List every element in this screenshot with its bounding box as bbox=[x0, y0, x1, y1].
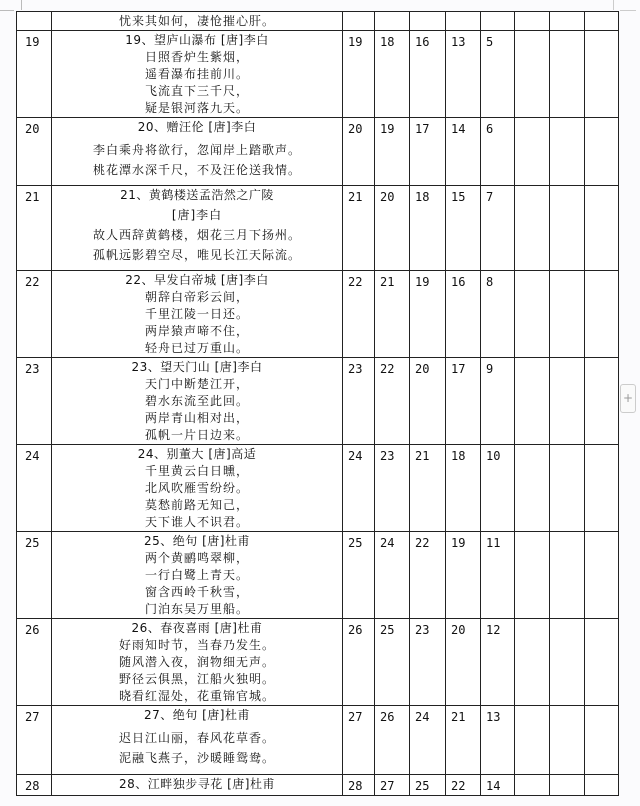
poem-line: 忧来其如何，凄怆摧心肝。 bbox=[118, 14, 275, 28]
schedule-cell: 23 bbox=[343, 358, 375, 445]
row-number: 26 bbox=[17, 619, 52, 706]
table-row bbox=[17, 532, 619, 619]
schedule-cell: 19 bbox=[375, 118, 410, 186]
schedule-cell: 25 bbox=[410, 775, 446, 796]
schedule-cell: 10 bbox=[481, 445, 515, 532]
empty-cell bbox=[585, 532, 619, 619]
poem-cell bbox=[52, 706, 343, 775]
poem-line: 迟日江山丽，春风花草香。 bbox=[118, 731, 275, 745]
empty-cell bbox=[550, 31, 585, 118]
schedule-cell: 24 bbox=[410, 706, 446, 775]
empty-cell bbox=[515, 271, 550, 358]
poem-cell bbox=[52, 775, 343, 796]
empty-cell bbox=[515, 532, 550, 619]
schedule-cell: 23 bbox=[375, 445, 410, 532]
schedule-cell: 25 bbox=[343, 532, 375, 619]
schedule-cell: 22 bbox=[343, 271, 375, 358]
poem-line: 好雨知时节，当春乃发生。 bbox=[118, 638, 275, 652]
empty-cell bbox=[585, 358, 619, 445]
empty-cell bbox=[550, 118, 585, 186]
poem-line: 两个黄鹂鸣翠柳， bbox=[144, 551, 249, 565]
poem-line: 两岸青山相对出， bbox=[144, 411, 249, 425]
schedule-cell: 17 bbox=[446, 358, 481, 445]
schedule-cell: 21 bbox=[343, 186, 375, 271]
table-row bbox=[17, 445, 619, 532]
schedule-cell: 20 bbox=[410, 358, 446, 445]
schedule-cell: 19 bbox=[343, 31, 375, 118]
poem-title: 20、赠汪伦 [唐]李白 bbox=[137, 120, 257, 134]
schedule-cell: 21 bbox=[446, 706, 481, 775]
schedule-cell: 21 bbox=[410, 445, 446, 532]
empty-cell bbox=[550, 619, 585, 706]
table-row bbox=[17, 619, 619, 706]
empty-cell bbox=[550, 358, 585, 445]
poem-line: 孤帆远影碧空尽，唯见长江天际流。 bbox=[92, 248, 301, 262]
poem-line: [唐]李白 bbox=[171, 208, 223, 222]
empty-cell bbox=[585, 31, 619, 118]
poem-title: 25、绝句 [唐]杜甫 bbox=[144, 534, 250, 548]
poem-title: 23、望天门山 [唐]李白 bbox=[131, 360, 263, 374]
poem-line: 轻舟已过万重山。 bbox=[144, 341, 249, 355]
schedule-cell: 8 bbox=[481, 271, 515, 358]
poem-line: 朝辞白帝彩云间， bbox=[144, 290, 249, 304]
row-number: 22 bbox=[17, 271, 52, 358]
empty-cell bbox=[585, 118, 619, 186]
add-row-button[interactable]: + bbox=[620, 384, 636, 413]
poem-line: 天下谁人不识君。 bbox=[144, 515, 249, 529]
empty-cell bbox=[550, 775, 585, 796]
table-row bbox=[17, 271, 619, 358]
poem-line: 窗含西岭千秋雪， bbox=[144, 585, 249, 599]
poem-cell bbox=[52, 445, 343, 532]
empty-cell bbox=[585, 271, 619, 358]
poem-schedule-table bbox=[16, 11, 619, 796]
poem-line: 李白乘舟将欲行，忽闻岸上踏歌声。 bbox=[92, 143, 301, 157]
schedule-cell: 14 bbox=[481, 775, 515, 796]
schedule-cell: 19 bbox=[446, 532, 481, 619]
empty-cell bbox=[550, 271, 585, 358]
poem-title: 27、绝句 [唐]杜甫 bbox=[144, 708, 250, 722]
schedule-cell: 22 bbox=[410, 532, 446, 619]
schedule-cell: 22 bbox=[446, 775, 481, 796]
poem-line: 飞流直下三千尺， bbox=[144, 84, 249, 98]
empty-cell bbox=[515, 31, 550, 118]
empty-cell bbox=[550, 706, 585, 775]
poem-title: 21、黄鹤楼送孟浩然之广陵 bbox=[120, 188, 274, 202]
poem-line: 桃花潭水深千尺，不及汪伦送我情。 bbox=[92, 163, 301, 177]
poem-line: 千里黄云白日曛， bbox=[144, 464, 249, 478]
poem-line: 日照香炉生紫烟， bbox=[144, 50, 249, 64]
empty-cell bbox=[515, 619, 550, 706]
empty-cell bbox=[515, 775, 550, 796]
empty-cell bbox=[515, 706, 550, 775]
empty-cell bbox=[515, 445, 550, 532]
schedule-cell: 22 bbox=[375, 358, 410, 445]
schedule-cell: 17 bbox=[410, 118, 446, 186]
schedule-cell: 5 bbox=[481, 31, 515, 118]
row-number: 25 bbox=[17, 532, 52, 619]
poem-cell bbox=[52, 186, 343, 271]
row-number: 23 bbox=[17, 358, 52, 445]
poem-line: 莫愁前路无知己， bbox=[144, 498, 249, 512]
empty-cell bbox=[585, 619, 619, 706]
row-number: 20 bbox=[17, 118, 52, 186]
schedule-cell: 21 bbox=[375, 271, 410, 358]
poem-cell bbox=[52, 118, 343, 186]
schedule-cell: 14 bbox=[446, 118, 481, 186]
schedule-cell: 25 bbox=[375, 619, 410, 706]
row-number: 24 bbox=[17, 445, 52, 532]
poem-line: 千里江陵一日还。 bbox=[144, 307, 249, 321]
poem-cell bbox=[52, 532, 343, 619]
poem-line: 一行白鹭上青天。 bbox=[144, 568, 249, 582]
empty-cell bbox=[515, 186, 550, 271]
poem-line: 晓看红湿处，花重锦官城。 bbox=[118, 689, 275, 703]
schedule-cell: 20 bbox=[446, 619, 481, 706]
schedule-cell: 20 bbox=[375, 186, 410, 271]
schedule-cell: 27 bbox=[343, 706, 375, 775]
schedule-cell: 27 bbox=[375, 775, 410, 796]
poem-cell bbox=[52, 619, 343, 706]
empty-cell bbox=[550, 186, 585, 271]
schedule-cell: 26 bbox=[343, 619, 375, 706]
schedule-cell: 26 bbox=[375, 706, 410, 775]
poem-title: 24、别董大 [唐]高适 bbox=[137, 447, 257, 461]
schedule-cell: 16 bbox=[410, 31, 446, 118]
table-row bbox=[17, 358, 619, 445]
table-row bbox=[17, 12, 619, 31]
table-row bbox=[17, 31, 619, 118]
poem-cell bbox=[52, 358, 343, 445]
empty-cell bbox=[515, 358, 550, 445]
table-row bbox=[17, 706, 619, 775]
schedule-cell: 18 bbox=[375, 31, 410, 118]
schedule-cell: 20 bbox=[343, 118, 375, 186]
schedule-cell: 12 bbox=[481, 619, 515, 706]
schedule-cell: 23 bbox=[410, 619, 446, 706]
poem-line: 故人西辞黄鹤楼，烟花三月下扬州。 bbox=[92, 228, 301, 242]
schedule-cell: 6 bbox=[481, 118, 515, 186]
poem-line: 门泊东吴万里船。 bbox=[144, 602, 249, 616]
schedule-cell: 18 bbox=[446, 445, 481, 532]
poem-title: 19、望庐山瀑布 [唐]李白 bbox=[125, 33, 269, 47]
schedule-cell: 19 bbox=[410, 271, 446, 358]
schedule-cell: 7 bbox=[481, 186, 515, 271]
poem-line: 北风吹雁雪纷纷。 bbox=[144, 481, 249, 495]
poem-line: 遥看瀑布挂前川。 bbox=[144, 67, 249, 81]
schedule-cell: 24 bbox=[375, 532, 410, 619]
schedule-cell: 11 bbox=[481, 532, 515, 619]
row-number: 27 bbox=[17, 706, 52, 775]
table-row bbox=[17, 186, 619, 271]
poem-line: 随风潜入夜，润物细无声。 bbox=[118, 655, 275, 669]
empty-cell bbox=[585, 445, 619, 532]
empty-cell bbox=[550, 532, 585, 619]
empty-cell bbox=[585, 186, 619, 271]
poem-line: 两岸猿声啼不住， bbox=[144, 324, 249, 338]
poem-line: 疑是银河落九天。 bbox=[144, 101, 249, 115]
table-row bbox=[17, 118, 619, 186]
empty-cell bbox=[515, 118, 550, 186]
poem-cell bbox=[52, 31, 343, 118]
poem-line: 碧水东流至此回。 bbox=[144, 394, 249, 408]
schedule-cell: 9 bbox=[481, 358, 515, 445]
page-corner-mark bbox=[0, 10, 14, 11]
poem-cell bbox=[52, 271, 343, 358]
schedule-cell: 16 bbox=[446, 271, 481, 358]
poem-title: 22、早发白帝城 [唐]李白 bbox=[125, 273, 269, 287]
page-corner-mark bbox=[613, 0, 614, 10]
schedule-cell: 13 bbox=[481, 706, 515, 775]
schedule-cell: 15 bbox=[446, 186, 481, 271]
empty-cell bbox=[550, 445, 585, 532]
poem-line: 天门中断楚江开， bbox=[144, 377, 249, 391]
schedule-cell: 24 bbox=[343, 445, 375, 532]
poem-line: 孤帆一片日边来。 bbox=[144, 428, 249, 442]
schedule-cell: 28 bbox=[343, 775, 375, 796]
poem-line: 泥融飞燕子，沙暖睡鸳鸯。 bbox=[118, 751, 275, 765]
schedule-cell: 18 bbox=[410, 186, 446, 271]
poem-line: 野径云俱黑，江船火独明。 bbox=[118, 672, 275, 686]
page-corner-mark bbox=[620, 10, 636, 11]
row-number: 28 bbox=[17, 775, 52, 796]
schedule-cell: 13 bbox=[446, 31, 481, 118]
poem-title: 28、江畔独步寻花 [唐]杜甫 bbox=[119, 777, 275, 791]
table-row bbox=[17, 775, 619, 796]
poem-title: 26、春夜喜雨 [唐]杜甫 bbox=[131, 621, 263, 635]
row-number: 21 bbox=[17, 186, 52, 271]
row-number: 19 bbox=[17, 31, 52, 118]
page-corner-mark bbox=[21, 0, 22, 10]
empty-cell bbox=[585, 706, 619, 775]
empty-cell bbox=[585, 775, 619, 796]
